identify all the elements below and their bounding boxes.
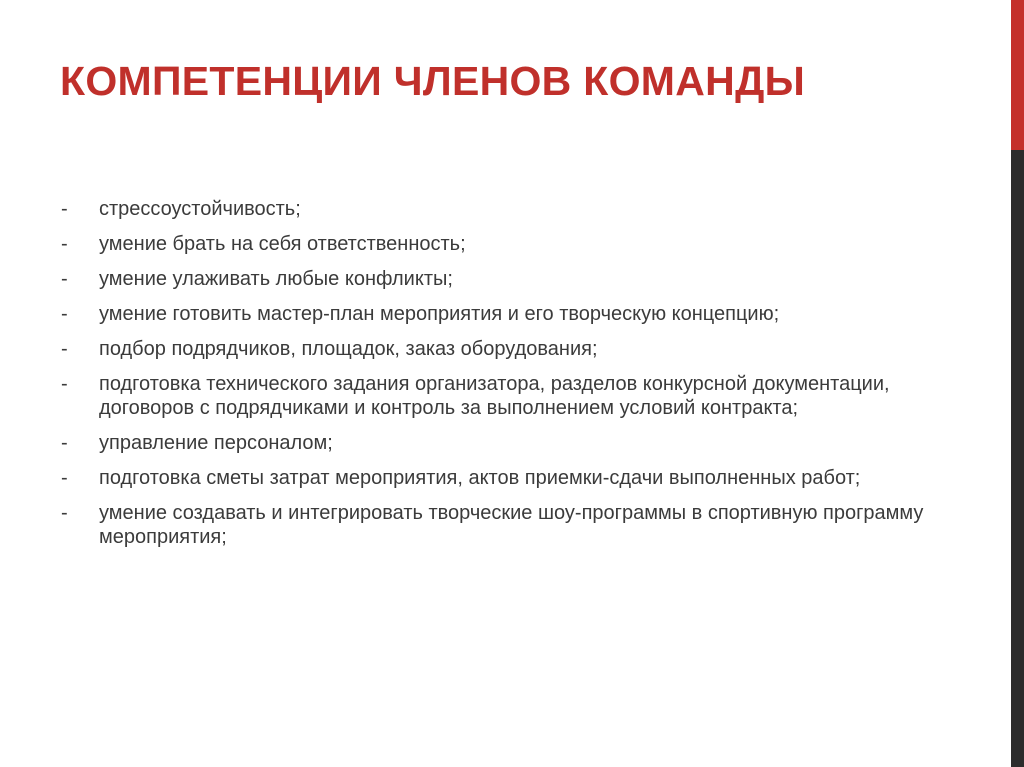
bullet-marker: -	[61, 198, 68, 220]
accent-bar-red	[1011, 0, 1024, 150]
list-item-text: умение создавать и интегрировать творческие шоу-программы в спортивную программу мероприятия;	[99, 502, 924, 548]
list-item	[60, 372, 940, 420]
list-item	[60, 337, 940, 361]
list-item-text: управление персоналом;	[99, 432, 333, 454]
list-item	[60, 197, 940, 221]
bullet-marker: -	[61, 373, 68, 395]
list-item-text: подбор подрядчиков, площадок, заказ оборудования;	[99, 338, 598, 360]
bullet-marker: -	[61, 432, 68, 454]
slide-title: КОМПЕТЕНЦИИ ЧЛЕНОВ КОМАНДЫ	[60, 58, 806, 104]
bullet-marker: -	[61, 268, 68, 290]
list-item-text: умение готовить мастер-план мероприятия и его творческую концепцию;	[99, 303, 780, 325]
list-item	[60, 302, 940, 326]
bullet-marker: -	[61, 467, 68, 489]
list-item-text: подготовка технического задания организатора, разделов конкурсной документации, договоров с подрядчиками и контроль за выполнением условий контракта;	[99, 373, 890, 419]
list-item	[60, 267, 940, 291]
list-item-text: умение улаживать любые конфликты;	[99, 268, 453, 290]
accent-bar-dark	[1011, 150, 1024, 767]
bullet-marker: -	[61, 233, 68, 255]
list-item	[60, 501, 940, 549]
list-item	[60, 466, 940, 490]
bullet-marker: -	[61, 338, 68, 360]
list-item-text: стрессоустойчивость;	[99, 198, 301, 220]
list-item	[60, 232, 940, 256]
bullet-marker: -	[61, 502, 68, 524]
bullet-list	[60, 197, 940, 560]
list-item-text: умение брать на себя ответственность;	[99, 233, 466, 255]
list-item-text: подготовка сметы затрат мероприятия, актов приемки-сдачи выполненных работ;	[99, 467, 861, 489]
bullet-marker: -	[61, 303, 68, 325]
list-item	[60, 431, 940, 455]
